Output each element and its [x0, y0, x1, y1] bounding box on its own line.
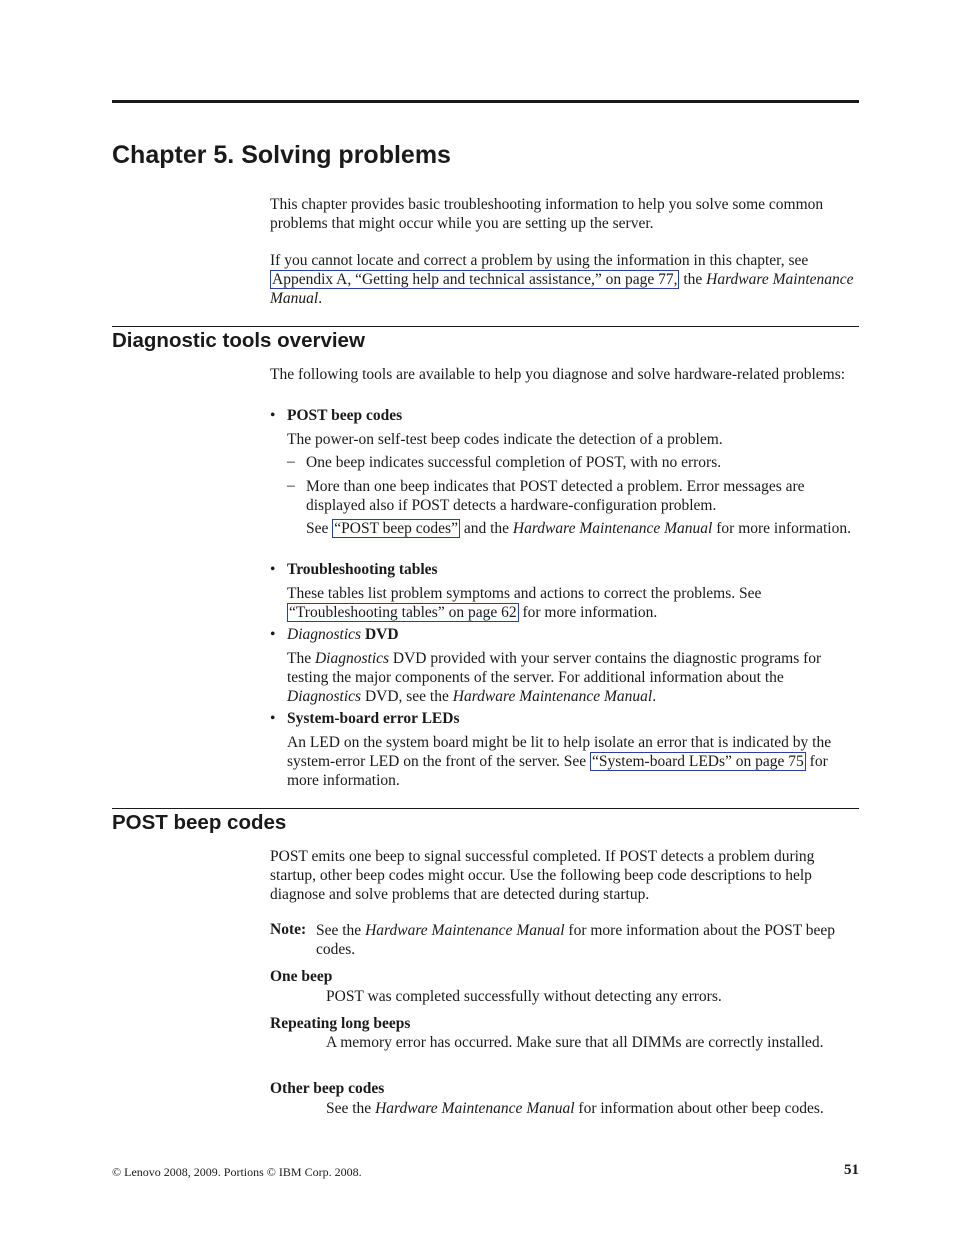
bullet-marker: • [270, 710, 276, 727]
definition-repeating-long-beeps [326, 1033, 859, 1052]
see-text: See [306, 520, 333, 537]
bullet-head-post-beep-codes: POST beep codes [287, 407, 403, 424]
chapter-title: Chapter 5. Solving problems [112, 141, 451, 169]
definition-other-beep-codes [326, 1099, 859, 1118]
section-rule [112, 326, 859, 327]
dash-marker: – [287, 453, 295, 470]
system-board-leds-link[interactable]: “System-board LEDs” on page 75 [592, 753, 804, 770]
definition-text-end: for information about other beep codes. [574, 1100, 824, 1117]
see-text-end: for more information. [712, 520, 851, 537]
definition-one-beep [326, 987, 859, 1006]
dvd-label: DVD [361, 626, 399, 643]
dash-item-text: More than one beep indicates that POST detected a problem. Error messages are displayed also if POST detects a hardware-configuration problem. [306, 478, 805, 514]
intro-text: This chapter provides basic troubleshooting information to help you solve some common problems that might occur while you are setting up the server. [270, 196, 824, 232]
post-see-reference [306, 519, 859, 538]
diagnostics-italic: Diagnostics [314, 650, 390, 667]
note-text: See the [316, 922, 366, 939]
note-body [316, 921, 859, 959]
section-title-diagnostic-tools: Diagnostic tools overview [112, 329, 365, 352]
hardware-manual-title: Hardware Maintenance Manual [365, 922, 565, 939]
term-repeating-long-beeps: Repeating long beeps [270, 1015, 411, 1032]
post-codes-intro [270, 847, 860, 904]
bullet-head-system-board-leds: System-board error LEDs [287, 710, 460, 727]
note-text-end: for more information about the POST beep codes. [316, 922, 836, 958]
see-text-mid: and the [459, 520, 513, 537]
note-label: Note: [270, 921, 307, 938]
bullet-body-troubleshooting [287, 584, 859, 622]
see-text: If you cannot locate and correct a problem by using the information in this chapter, see [270, 252, 809, 269]
page-number: 51 [844, 1162, 859, 1178]
bullet-marker: • [270, 626, 276, 643]
chapter-see-paragraph [270, 251, 860, 308]
diagnostics-italic: Diagnostics [287, 688, 362, 705]
appendix-a-link[interactable]: Appendix A, “Getting help and technical assistance,” on page 77, [272, 271, 678, 288]
bullet-marker: • [270, 561, 276, 578]
dash-item-text: One beep indicates successful completion of POST, with no errors. [306, 454, 722, 471]
bullet-head-troubleshooting-tables: Troubleshooting tables [287, 561, 438, 578]
hardware-manual-title: Hardware Maintenance Manual [512, 520, 713, 537]
footer-copyright: © Lenovo 2008, 2009. Portions © IBM Corp. 2008. [112, 1165, 362, 1179]
post-codes-intro-text: POST emits one beep to signal successful completed. If POST detects a problem during startup, other beep codes might occur. Use the following beep code descriptions to help diagnose and solve problems that are detected during startup. [270, 848, 815, 903]
bullet-body-dvd [287, 649, 859, 706]
dash-item-one-beep [306, 453, 859, 472]
hardware-manual-title: Hardware Maintenance Manual [270, 271, 854, 307]
definition-text: POST was completed successfully without detecting any errors. [326, 988, 722, 1005]
chapter-intro-paragraph [270, 195, 860, 233]
section-title-post-beep-codes: POST beep codes [112, 811, 287, 834]
dash-marker: – [287, 477, 295, 494]
see-text-mid: the [679, 271, 707, 288]
bullet-marker: • [270, 407, 276, 424]
dash-item-multiple-beeps [306, 477, 859, 515]
diagnostic-intro [270, 365, 860, 384]
definition-text: A memory error has occurred. Make sure that all DIMMs are correctly installed. [326, 1034, 824, 1051]
bullet-body-post [287, 430, 859, 449]
dvd-text: The [287, 650, 315, 667]
dvd-text: DVD, see the [361, 688, 453, 705]
see-text-end: . [318, 290, 323, 307]
bullet-head-diagnostics-dvd [287, 626, 399, 644]
troubleshooting-tables-link[interactable]: “Troubleshooting tables” on page 62 [289, 604, 517, 621]
post-beep-codes-link[interactable]: “POST beep codes” [334, 520, 458, 537]
hardware-manual-title: Hardware Maintenance Manual [375, 1100, 575, 1117]
term-other-beep-codes: Other beep codes [270, 1080, 385, 1097]
leds-text-end: for more information. [287, 753, 828, 789]
troubleshooting-text: These tables list problem symptoms and actions to correct the problems. See [287, 585, 762, 602]
troubleshooting-text-end: for more information. [518, 604, 658, 621]
dvd-text-end: . [652, 688, 657, 705]
leds-text: An LED on the system board might be lit to help isolate an error that is indicated by the system-error LED on the front of the server. See [287, 734, 832, 770]
term-one-beep: One beep [270, 968, 333, 985]
section-rule [112, 808, 859, 809]
post-description: The power-on self-test beep codes indicate the detection of a problem. [287, 431, 723, 448]
bullet-body-leds [287, 733, 859, 790]
hardware-manual-title: Hardware Maintenance Manual [452, 688, 653, 705]
definition-text: See the [326, 1100, 376, 1117]
top-rule [112, 100, 859, 103]
dvd-text: DVD provided with your server contains the diagnostic programs for testing the major components of the server. For additional information about the [287, 650, 822, 686]
diagnostics-italic: Diagnostics [287, 626, 362, 643]
diagnostic-intro-text: The following tools are available to help you diagnose and solve hardware-related problems: [270, 366, 846, 383]
